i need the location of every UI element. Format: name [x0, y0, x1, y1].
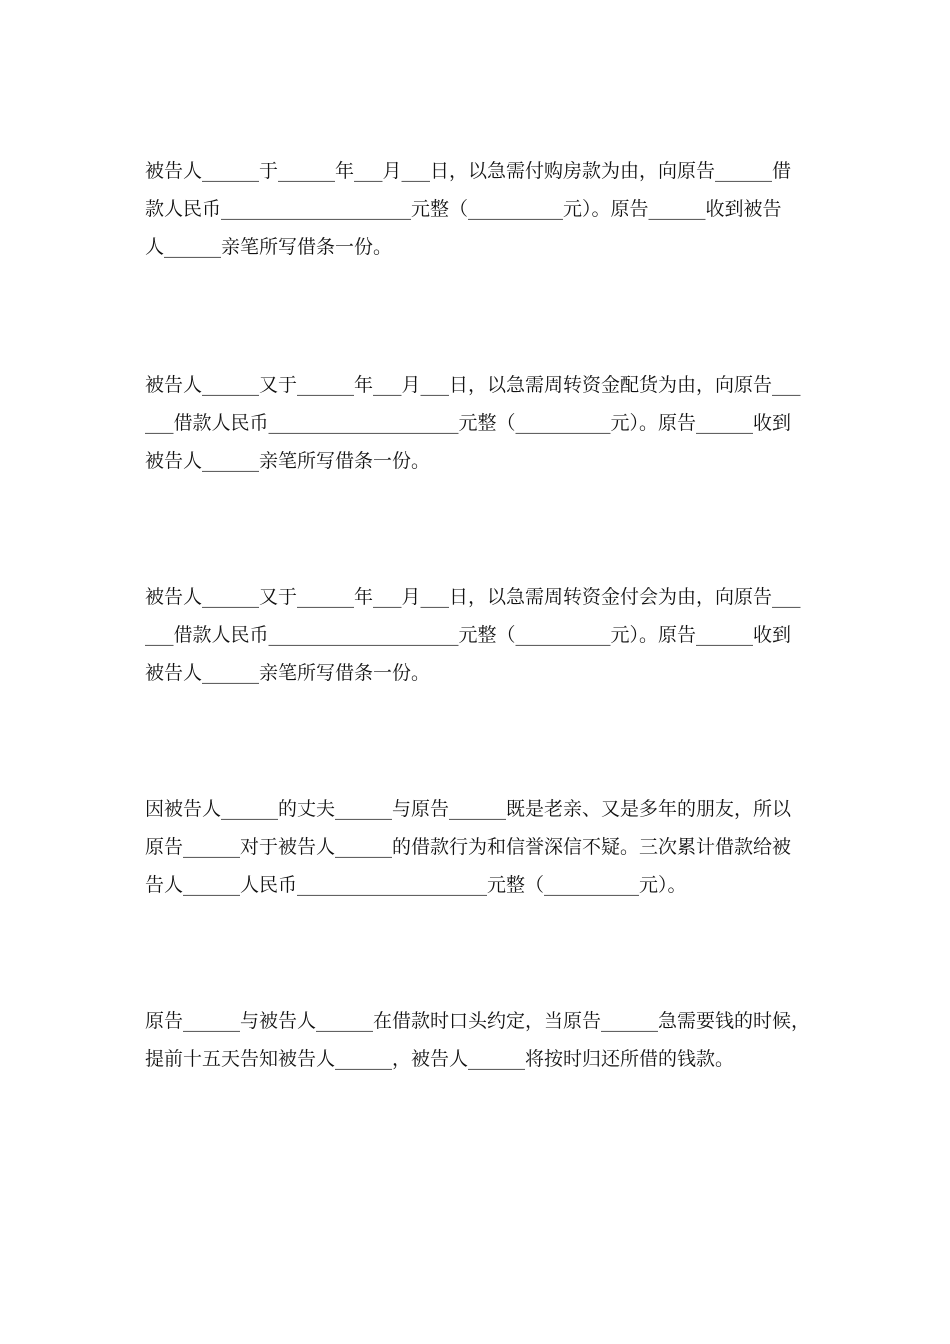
- paragraph-line: 告人______人民币____________________元整（__________元）。: [145, 874, 687, 896]
- paragraph-line: 提前十五天告知被告人______，被告人______将按时归还所借的钱款。: [145, 1048, 735, 1070]
- paragraph-line: 款人民币____________________元整（__________元）。原告______收到被告: [145, 198, 782, 220]
- paragraph-line: 被告人______亲笔所写借条一份。: [145, 450, 431, 472]
- paragraph-line: 被告人______又于______年___月___日，以急需周转资金配货为由，向原告___: [145, 374, 801, 396]
- paragraph-repayment-agreement: [145, 1002, 810, 1078]
- paragraph-line: 被告人______又于______年___月___日，以急需周转资金付会为由，向原告___: [145, 586, 801, 608]
- paragraph-line: ___借款人民币____________________元整（__________元）。原告______收到: [145, 412, 792, 434]
- paragraph-third-loan: [145, 578, 810, 692]
- paragraph-line: ___借款人民币____________________元整（__________元）。原告______收到: [145, 624, 792, 646]
- paragraph-second-loan: [145, 366, 810, 480]
- paragraph-line: 原告______与被告人______在借款时口头约定，当原告______急需要钱的时候，: [145, 1010, 810, 1032]
- paragraph-line: 被告人______于______年___月___日，以急需付购房款为由，向原告______借: [145, 160, 792, 182]
- paragraph-line: 因被告人______的丈夫______与原告______既是老亲、又是多年的朋友，所以: [145, 798, 792, 820]
- paragraph-line: 人______亲笔所写借条一份。: [145, 236, 393, 258]
- paragraph-relationship-total: [145, 790, 810, 904]
- paragraph-line: 被告人______亲笔所写借条一份。: [145, 662, 431, 684]
- paragraph-first-loan: [145, 152, 810, 266]
- paragraph-line: 原告______对于被告人______的借款行为和信誉深信不疑。三次累计借款给被: [145, 836, 792, 858]
